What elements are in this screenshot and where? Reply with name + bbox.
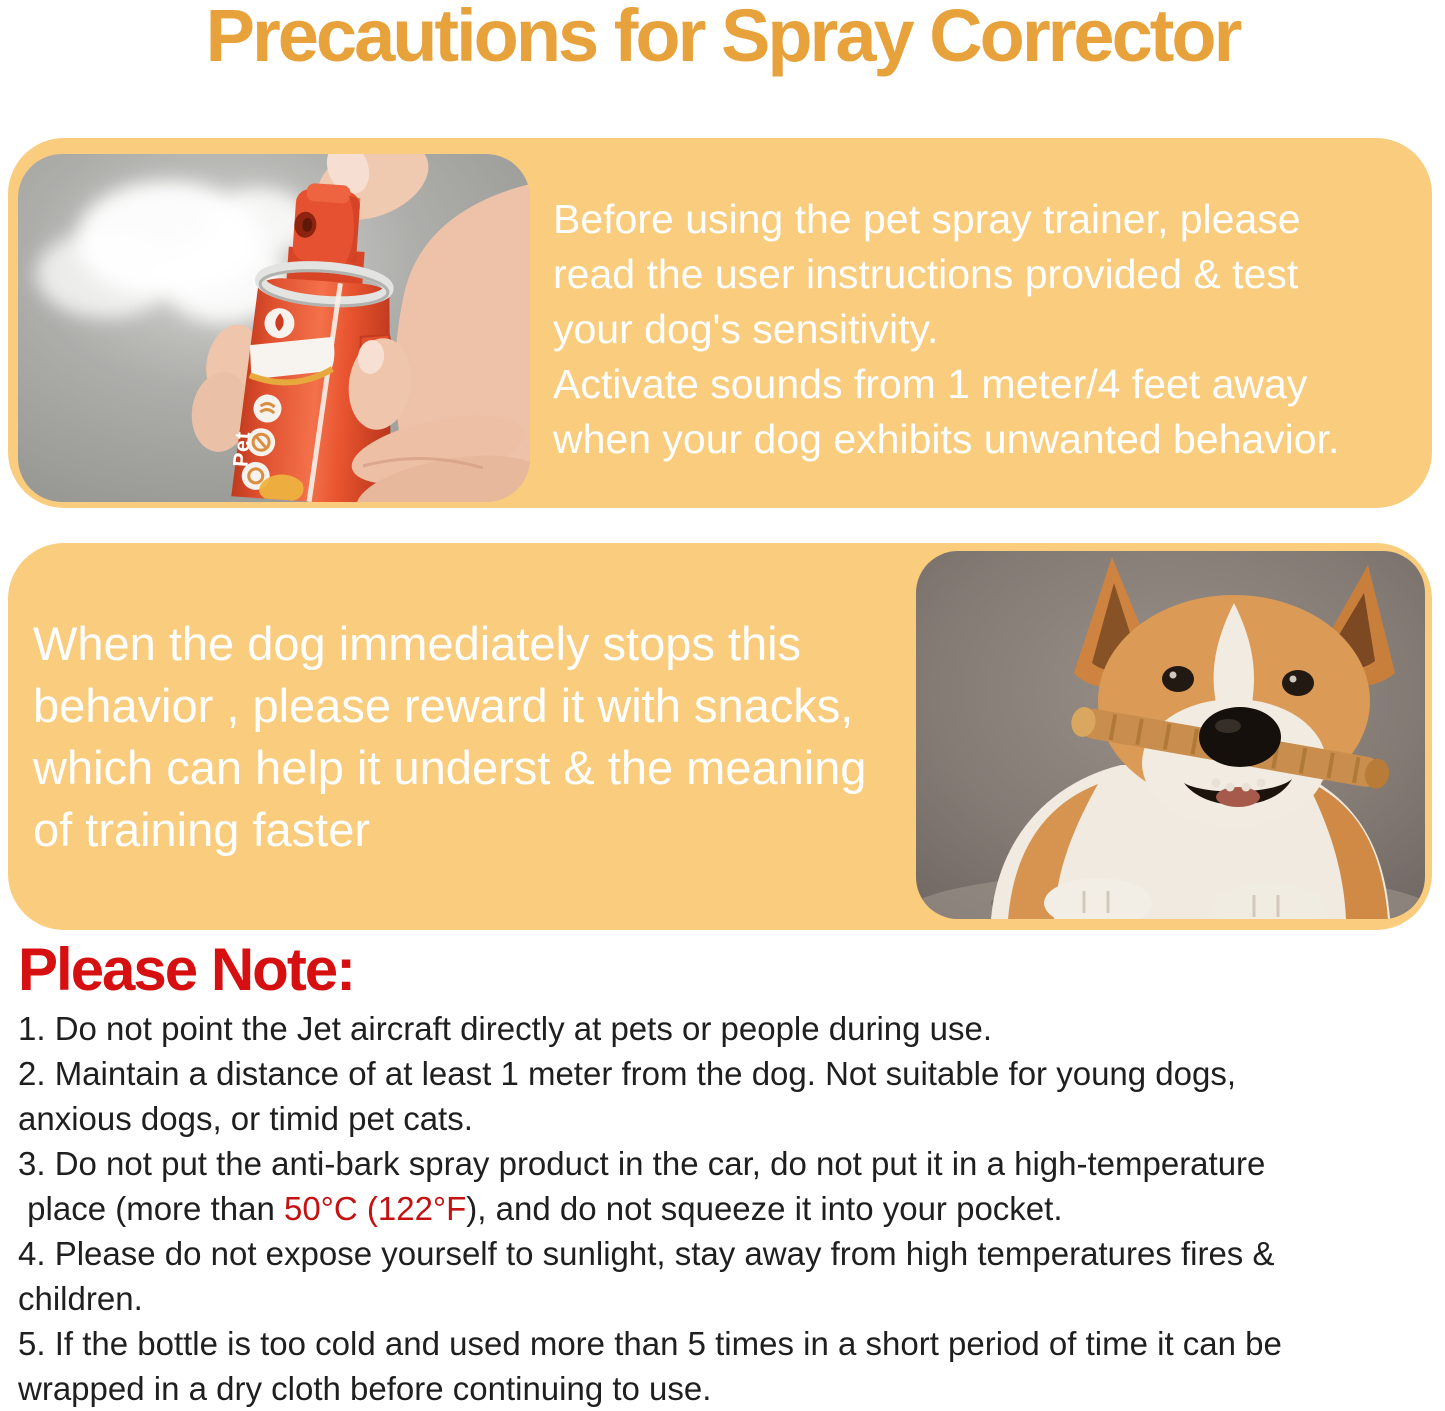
text-line: when your dog exhibits unwanted behavior. — [553, 416, 1340, 462]
before-use-panel — [8, 138, 1432, 508]
note-item-3-suffix: ), and do not squeeze it into your pocket. — [466, 1190, 1063, 1227]
nose — [1199, 707, 1281, 767]
corgi-photo — [916, 551, 1425, 919]
note-item-2-line-2: anxious dogs, or timid pet cats. — [18, 1100, 473, 1137]
page-title: Precautions for Spray Corrector — [205, 0, 1240, 77]
can-brand-text: Pet — [229, 430, 255, 468]
before-use-text — [553, 192, 1339, 467]
text-line: your dog's sensitivity. — [553, 306, 939, 352]
text-line: of training faster — [33, 803, 371, 856]
text-line: which can help it underst & the meaning — [33, 741, 867, 794]
tongue — [1216, 787, 1260, 807]
note-item-5-line-1: 5. If the bottle is too cold and used more than 5 times in a short period of time it can be — [18, 1325, 1282, 1362]
note-item-4-line-2: children. — [18, 1280, 143, 1317]
spray-can-illustration — [18, 154, 530, 502]
right-eye — [1282, 670, 1314, 696]
note-item-5-line-2: wrapped in a dry cloth before continuing to use. — [18, 1370, 712, 1407]
reward-panel — [8, 543, 1432, 930]
note-item-3-line-2 — [18, 1186, 1438, 1231]
spray-can-photo — [18, 154, 530, 502]
corgi-illustration — [916, 551, 1425, 919]
notes-list — [18, 1006, 1438, 1411]
left-eye — [1162, 666, 1194, 692]
text-line: When the dog immediately stops this — [33, 617, 802, 670]
temperature-warning-text: 50°C (122°F — [283, 1190, 467, 1227]
note-item-2-line-1: 2. Maintain a distance of at least 1 meter from the dog. Not suitable for young dogs, — [18, 1055, 1237, 1092]
text-line: Before using the pet spray trainer, please — [553, 196, 1301, 242]
note-item-3-line-1: 3. Do not put the anti-bark spray product in the car, do not put it in a high-temperature — [18, 1145, 1266, 1182]
reward-text — [33, 613, 866, 861]
please-note-heading: Please Note: — [18, 936, 355, 1003]
note-item-1: 1. Do not point the Jet aircraft directly at pets or people during use. — [18, 1010, 993, 1047]
note-item-3-prefix: place (more than — [18, 1190, 284, 1227]
text-line: read the user instructions provided & test — [553, 251, 1299, 297]
text-line: Activate sounds from 1 meter/4 feet away — [553, 361, 1308, 407]
note-item-4-line-1: 4. Please do not expose yourself to sunlight, stay away from high temperatures fires & — [18, 1235, 1275, 1272]
text-line: behavior , please reward it with snacks, — [33, 679, 854, 732]
